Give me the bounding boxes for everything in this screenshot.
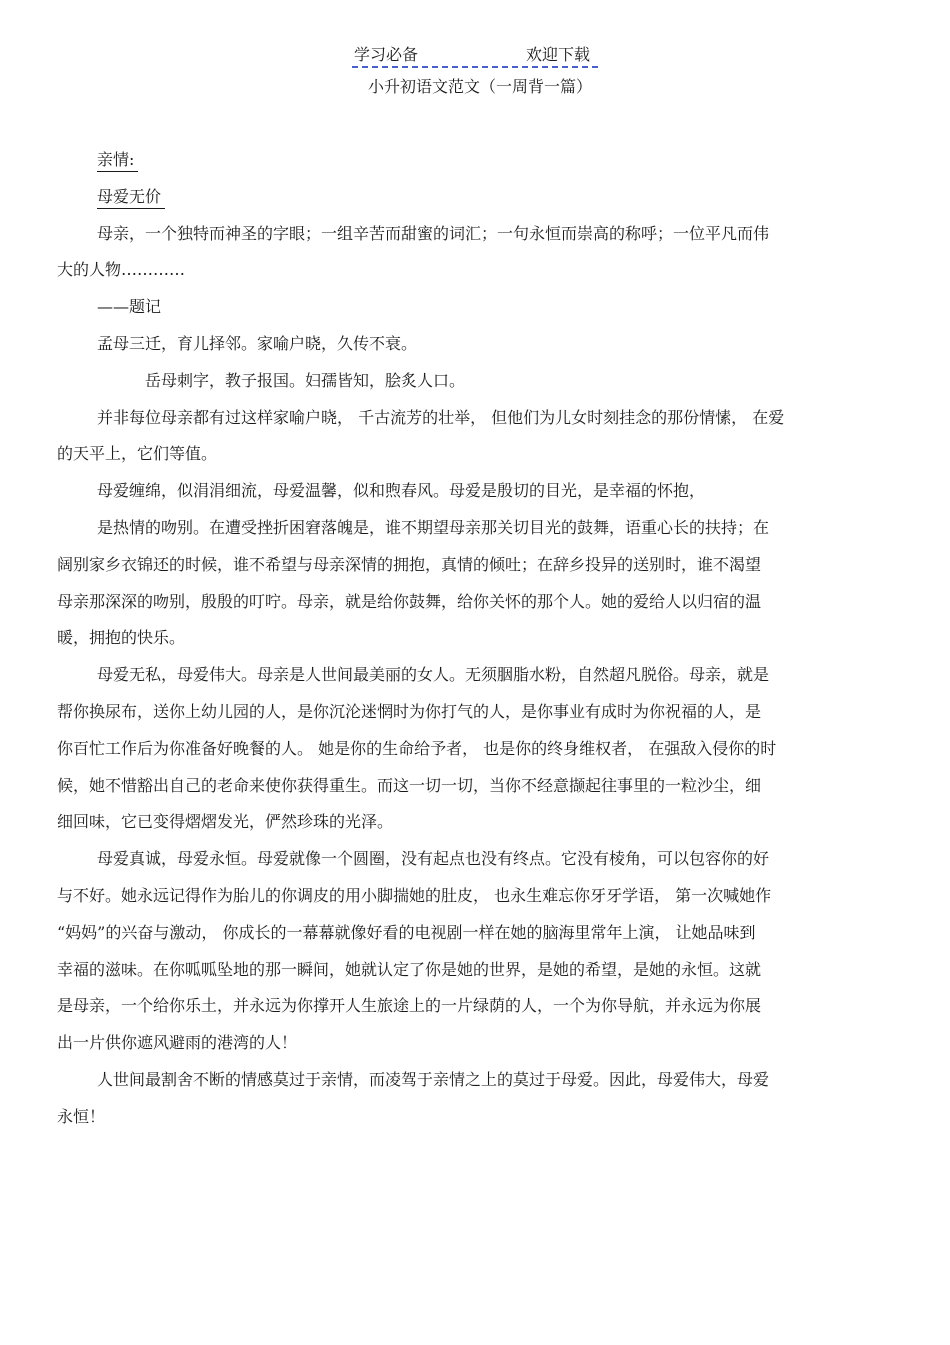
essay-title bbox=[57, 179, 897, 216]
text-line: 母爱缠绵，似涓涓细流，母爱温馨，似和煦春风。母爱是殷切的目光，是幸福的怀抱， bbox=[97, 481, 706, 501]
section-heading-text: 亲情: bbox=[97, 150, 138, 172]
section-heading bbox=[57, 142, 897, 179]
text-line: 母亲那深深的吻别，殷殷的叮咛。母亲，就是给你鼓舞，给你关怀的那个人。她的爱给人以归宿的温 bbox=[57, 591, 762, 611]
epigraph-attribution: ——题记 bbox=[97, 297, 162, 317]
text-line: 母爱真诚，母爱永恒。母爱就像一个圆圈，没有起点也没有终点。它没有棱角，可以包容你的好 bbox=[97, 849, 770, 869]
document-body bbox=[57, 142, 897, 1136]
text-line: 永恒！ bbox=[57, 1106, 106, 1126]
text-line: 候，她不惜豁出自己的老命来使你获得重生。而这一切一切，当你不经意撷起往事里的一粒沙尘，细 bbox=[57, 775, 762, 795]
text-line: 阔别家乡衣锦还的时候，谁不希望与母亲深情的拥抱，真情的倾吐；在辞乡投异的送别时，谁不渴望 bbox=[57, 554, 762, 574]
header-right-text: 欢迎下载 bbox=[525, 45, 590, 64]
text-line: 孟母三迁，育儿择邻。家喻户晓，久传不衰。 bbox=[97, 333, 418, 353]
text-line: 母爱无私，母爱伟大。母亲是人世间最美丽的女人。无须胭脂水粉，自然超凡脱俗。母亲，就是 bbox=[97, 665, 770, 685]
text-line: 的天平上，它们等值。 bbox=[57, 444, 218, 464]
text-line: 是热情的吻别。在遭受挫折困窘落魄是，谁不期望母亲那关切目光的鼓舞，语重心长的扶持；在 bbox=[97, 517, 770, 537]
text-line: 帮你换尿布，送你上幼儿园的人，是你沉沦迷惘时为你打气的人，是你事业有成时为你祝福的人，是 bbox=[57, 701, 762, 721]
text-line: 大的人物………… bbox=[57, 260, 186, 280]
text-line: 人世间最割舍不断的情感莫过于亲情，而凌驾于亲情之上的莫过于母爱。因此，母爱伟大，母爱 bbox=[97, 1069, 770, 1089]
text-line: 细回味，它已变得熠熠发光，俨然珍珠的光泽。 bbox=[57, 812, 394, 832]
text-line: 幸福的滋味。在你呱呱坠地的那一瞬间，她就认定了你是她的世界，是她的希望，是她的永恒。这就 bbox=[57, 959, 762, 979]
text-line: 出一片供你遮风避雨的港湾的人！ bbox=[57, 1033, 298, 1053]
document-subtitle: 小升初语文范文（一周背一篇） bbox=[367, 77, 592, 96]
text-line: 你百忙工作后为你准备好晚餐的人。 她是你的生命给予者， 也是你的终身维权者， 在强敌入侵你的时 bbox=[57, 738, 777, 758]
essay-title-text: 母爱无价 bbox=[97, 187, 165, 209]
text-line: 暖，拥抱的快乐。 bbox=[57, 628, 186, 648]
text-line: 并非每位母亲都有过这样家喻户晓， 千古流芳的壮举， 但他们为儿女时刻挂念的那份情愫， 在爱 bbox=[97, 407, 785, 427]
text-line: 与不好。她永远记得作为胎儿的你调皮的用小脚揣她的肚皮， 也永生难忘你牙牙学语， 第一次喊她作 bbox=[57, 885, 772, 905]
header-left-text: 学习必备 bbox=[354, 45, 419, 64]
text-line: “妈妈”的兴奋与激动， 你成长的一幕幕就像好看的电视剧一样在她的脑海里常年上演， 让她品味到 bbox=[57, 922, 756, 942]
page-header bbox=[352, 40, 598, 68]
text-line: 是母亲，一个给你乐土，并永远为你撑开人生旅途上的一片绿荫的人，一个为你导航，并永远为你展 bbox=[57, 996, 762, 1016]
text-line: 岳母刺字，教子报国。妇孺皆知，脍炙人口。 bbox=[145, 370, 466, 390]
text-line: 母亲，一个独特而神圣的字眼；一组辛苦而甜蜜的词汇；一句永恒而崇高的称呼；一位平凡而伟 bbox=[97, 223, 770, 243]
